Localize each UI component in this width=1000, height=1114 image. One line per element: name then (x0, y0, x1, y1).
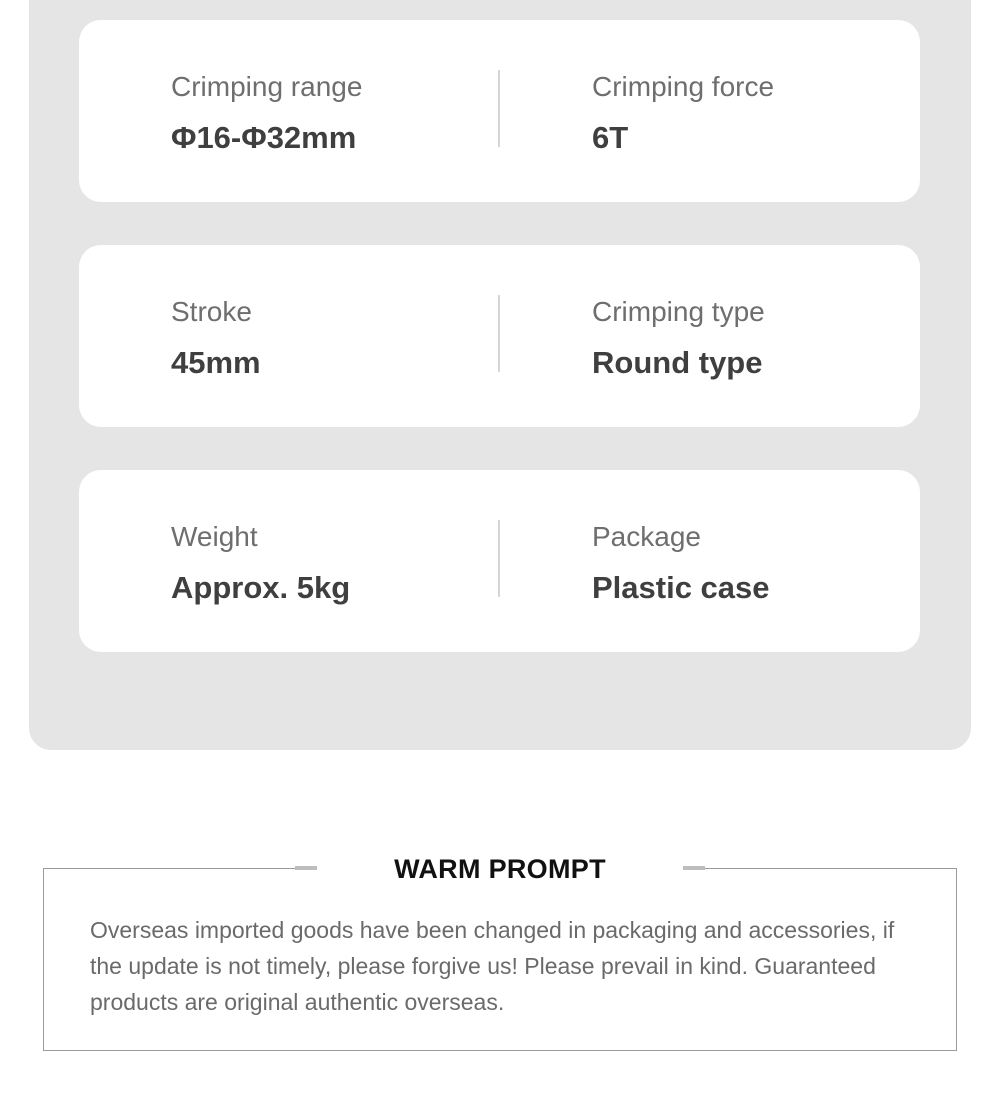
spec-label: Weight (171, 521, 258, 552)
spec-value: 6T (592, 120, 629, 155)
warm-prompt-text: Overseas imported goods have been changed in packaging and accessories, if the update is not timely, please forgive us! Please prevail in kind. Guaranteed products are original authentic overseas. (90, 917, 895, 1015)
spec-value: Approx. 5kg (171, 570, 351, 605)
spec-label: Stroke (171, 296, 252, 327)
spec-value: Φ16-Φ32mm (171, 120, 357, 155)
spec-label: Crimping force (592, 71, 775, 102)
title-dash-left (295, 866, 317, 870)
spec-value: Round type (592, 345, 763, 380)
spec-label: Crimping type (592, 296, 765, 327)
spec-card-3 (79, 470, 920, 652)
title-dash-right (683, 866, 705, 870)
spec-value: 45mm (171, 345, 261, 380)
spec-divider (498, 70, 500, 147)
spec-card-1 (79, 20, 920, 202)
spec-divider (498, 295, 500, 372)
spec-label: Package (592, 521, 701, 552)
spec-value: Plastic case (592, 570, 770, 605)
warm-prompt-title-wrap (317, 852, 683, 886)
spec-card-2 (79, 245, 920, 427)
warm-prompt-title: WARM PROMPT (394, 854, 606, 884)
spec-label: Crimping range (171, 71, 363, 102)
spec-divider (498, 520, 500, 597)
